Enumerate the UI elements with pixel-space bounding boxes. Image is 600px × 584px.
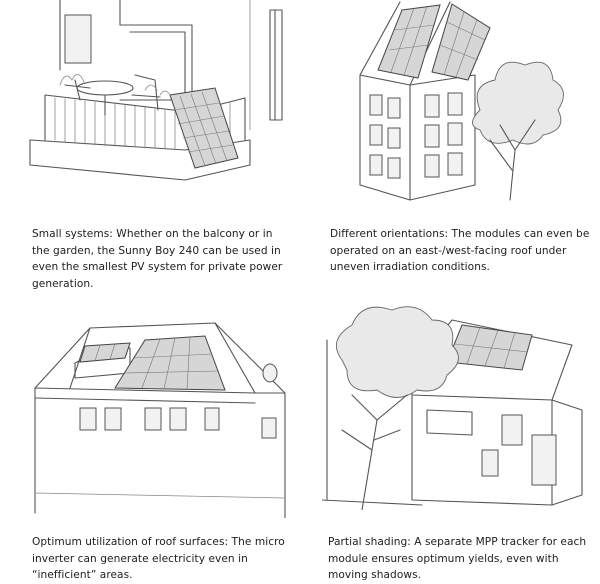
- caption-partial-shading: Partial shading: A separate MPP tracker for each module ensures optimum yields, even with moving shadows.: [328, 536, 587, 582]
- caption-different-orientations: Different orientations: The modules can even be operated on an east-/west-facing roof under uneven irradiation conditions.: [330, 228, 590, 274]
- caption-roof-surfaces: Optimum utilization of roof surfaces: The micro inverter can generate electricity even in “inefficient” areas.: [32, 536, 285, 582]
- roof-surfaces-sketch: [30, 318, 300, 518]
- balcony-solar-sketch: [20, 0, 300, 200]
- partial-shading-sketch: [322, 300, 592, 510]
- caption-small-systems: Small systems: Whether on the balcony or in the garden, the Sunny Boy 240 can be used in even the smallest PV system for private power generation.: [32, 228, 283, 290]
- east-west-roof-sketch: [340, 0, 570, 205]
